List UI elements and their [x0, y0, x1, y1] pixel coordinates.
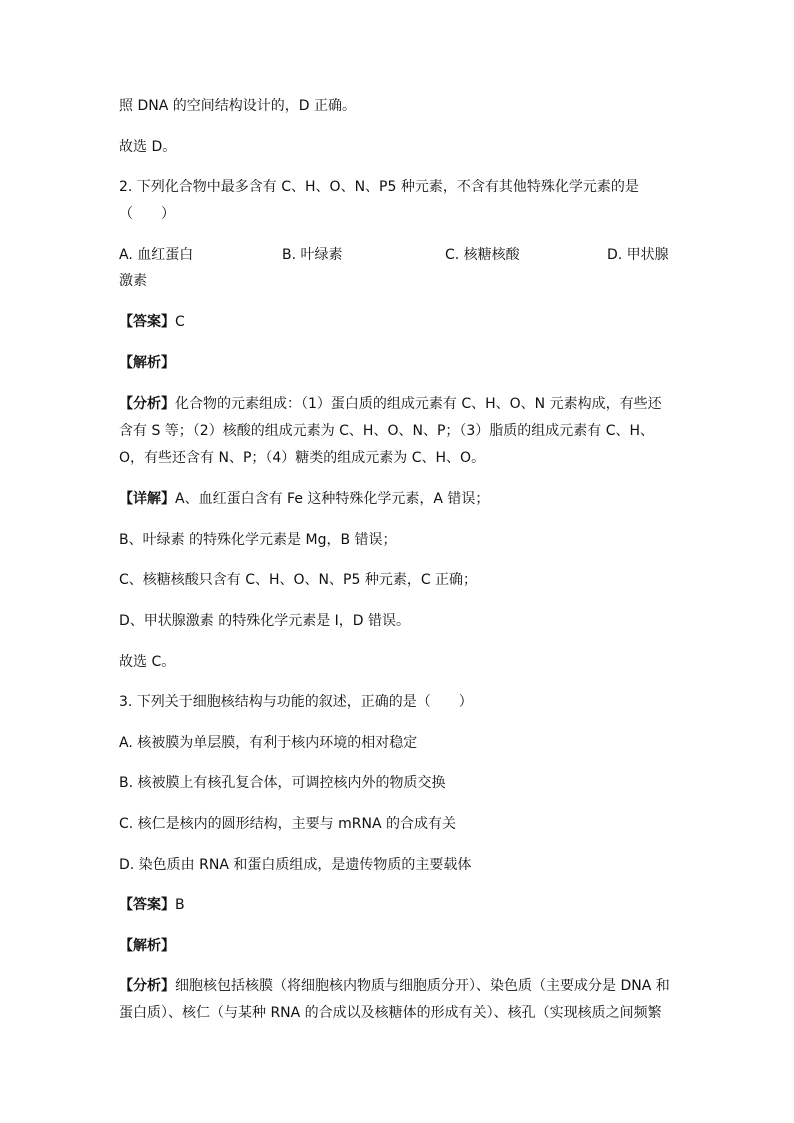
- q3-option-b: B. 核被膜上有核孔复合体，可调控核内外的物质交换: [119, 775, 446, 791]
- prev-explanation-tail: 照 DNA 的空间结构设计的，D 正确。: [119, 98, 356, 114]
- q2-option-d: D. 甲状腺: [607, 247, 669, 263]
- prev-choose-line: 故选 D。: [119, 139, 177, 155]
- answer-value: B: [175, 897, 185, 913]
- q3-answer: [119, 895, 185, 915]
- analysis-label: 【分析】: [119, 978, 175, 994]
- q2-detail-c: C、核糖核酸只含有 C、H、O、N、P5 种元素，C 正确；: [119, 572, 478, 588]
- detail-label: 【详解】: [119, 491, 175, 507]
- answer-label: 【答案】: [119, 314, 175, 330]
- q2-stem: 2. 下列化合物中最多含有 C、H、O、N、P5 种元素，不含有其他特殊化学元素的是: [119, 179, 639, 195]
- q3-analysis-header: 【解析】: [119, 938, 175, 954]
- q2-analysis-line-1: [119, 394, 662, 414]
- q2-analysis-line-3: O，有些还含有 N、P；（4）糖类的组成元素为 C、H、O。: [119, 450, 486, 466]
- q2-option-b: B. 叶绿素: [282, 247, 343, 263]
- q2-analysis-line-2: 含有 S 等；（2）核酸的组成元素为 C、H、O、N、P；（3）脂质的组成元素有 C、H、: [119, 423, 655, 439]
- q3-option-d: D. 染色质由 RNA 和蛋白质组成，是遗传物质的主要载体: [119, 857, 472, 873]
- q3-option-c: C. 核仁是核内的圆形结构，主要与 mRNA 的合成有关: [119, 816, 456, 832]
- q2-detail-a: [119, 489, 489, 509]
- q3-analysis-line-2: 蛋白质）、核仁（与某种 RNA 的合成以及核糖体的形成有关）、核孔（实现核质之间频繁: [119, 1005, 662, 1021]
- q2-option-c: C. 核糖核酸: [445, 247, 520, 263]
- answer-value: C: [175, 314, 185, 330]
- q3-analysis-line-1: [119, 976, 670, 996]
- q2-analysis-header: 【解析】: [119, 355, 175, 371]
- q3-stem: 3. 下列关于细胞核结构与功能的叙述，正确的是（ ）: [119, 694, 473, 710]
- analysis-text: 化合物的元素组成：（1）蛋白质的组成元素有 C、H、O、N 元素构成，有些还: [175, 396, 662, 412]
- detail-text: A、血红蛋白含有 Fe 这种特殊化学元素，A 错误；: [175, 491, 490, 507]
- q2-choose-line: 故选 C。: [119, 654, 176, 670]
- q2-blank: （ ）: [119, 206, 175, 222]
- q2-option-d-continued: 激素: [119, 273, 147, 289]
- q2-option-a: A. 血红蛋白: [119, 247, 194, 263]
- q2-detail-d: D、甲状腺激素 的特殊化学元素是 I，D 错误。: [119, 613, 411, 629]
- analysis-text: 细胞核包括核膜（将细胞核内物质与细胞质分开）、染色质（主要成分是 DNA 和: [175, 978, 670, 994]
- answer-label: 【答案】: [119, 897, 175, 913]
- q2-detail-b: B、叶绿素 的特殊化学元素是 Mg，B 错误；: [119, 532, 397, 548]
- q3-option-a: A. 核被膜为单层膜，有利于核内环境的相对稳定: [119, 735, 418, 751]
- q2-answer: [119, 312, 185, 332]
- analysis-label: 【分析】: [119, 396, 175, 412]
